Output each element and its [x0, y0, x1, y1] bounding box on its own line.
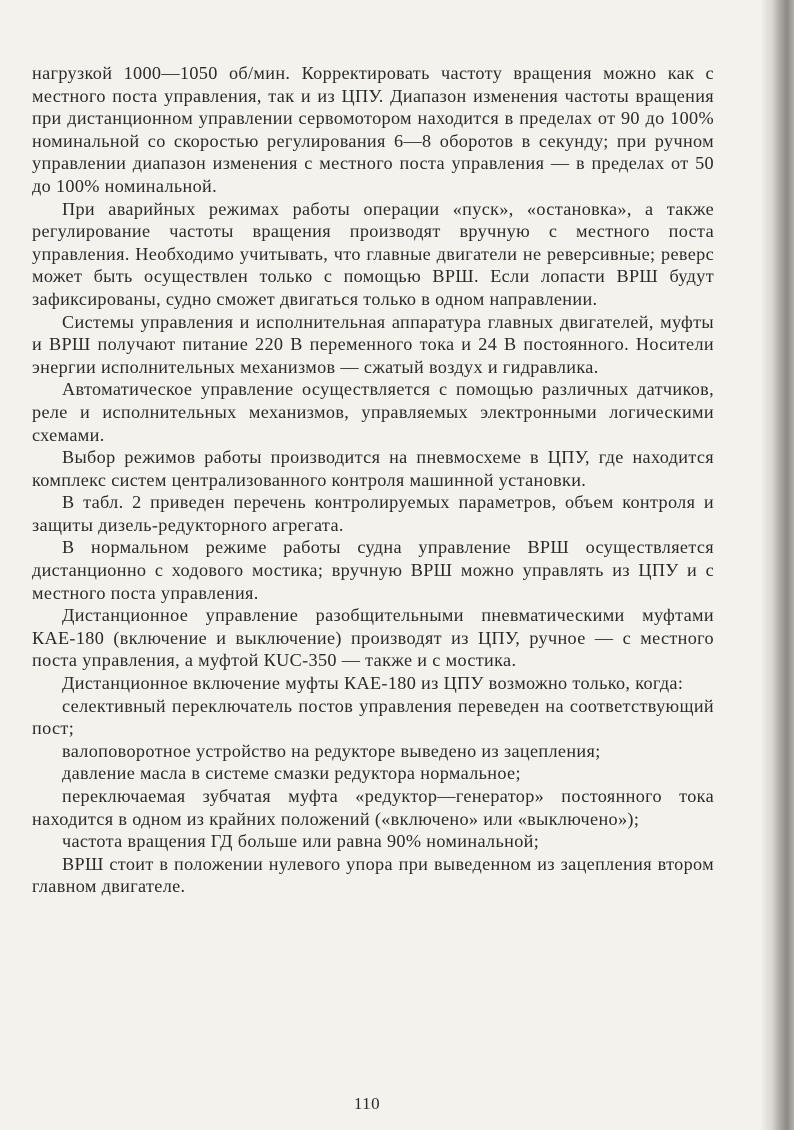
- list-item: ВРШ стоит в положении нулевого упора при выведенном из зацепления втором главном двигателе.: [32, 853, 714, 897]
- paragraph-clutch-control: Дистанционное управление разобщительными пневматическими муфтами КАЕ-180 (включение и выключение) производят из ЦПУ, ручное — с местного поста управления, а муфтой КUС-350 — также и с мостика.: [32, 605, 714, 671]
- paragraph-emergency-modes: При аварийных режимах работы операции «пуск», «остановка», а также регулирование частоты вращения производят вручную с местного поста управления. Необходимо учитывать, что главные двигатели не реверсивные; реверс может быть осуществлен только с помощью ВРШ. Если лопасти ВРШ будут зафиксированы, судно сможет двигаться только в одном направлении.: [32, 198, 714, 309]
- paragraph-mode-selection: Выбор режимов работы производится на пневмосхеме в ЦПУ, где находится комплекс систем централизованного контроля машинной установки.: [32, 447, 714, 490]
- page-number: 110: [353, 1094, 381, 1113]
- paragraph-automatic-control: Автоматическое управление осуществляется с помощью различных датчиков, реле и исполнительных механизмов, управляемых электронными логическими схемами.: [32, 379, 714, 445]
- list-item: переключаемая зубчатая муфта «редуктор—генератор» постоянного тока находится в одном из крайних положений («включено» или «выключено»);: [32, 786, 714, 829]
- list-item: селективный переключатель постов управления переведен на соответствующий пост;: [32, 695, 714, 739]
- page-body-text: [32, 62, 714, 898]
- list-item: давление масла в системе смазки редуктора нормальное;: [62, 763, 521, 784]
- paragraph-normal-mode: В нормальном режиме работы судна управление ВРШ осуществляется дистанционно с ходового мостика; вручную ВРШ можно управлять из ЦПУ и с местного поста управления.: [32, 537, 714, 603]
- paragraph-continuation: нагрузкой 1000—1050 об/мин. Корректировать частоту вращения можно как с местного поста управления, так и из ЦПУ. Диапазон изменения частоты вращения при дистанционном управлении сервомотором находится в пределах от 90 до 100% номинальной со скоростью регулирования 6—8 оборотов в секунду; при ручном управлении диапазон изменения с местного поста управления — в пределах от 50 до 100% номинальной.: [32, 63, 714, 196]
- list-item: валоповоротное устройство на редукторе выведено из зацепления;: [62, 740, 601, 761]
- paragraph-clutch-conditions-intro: Дистанционное включение муфты КАЕ-180 из ЦПУ возможно только, когда:: [62, 673, 684, 694]
- paragraph-table-reference: В табл. 2 приведен перечень контролируемых параметров, объем контроля и защиты дизель-редукторного агрегата.: [32, 492, 714, 535]
- page-edge-shadow: [760, 0, 794, 1130]
- paragraph-power-supply: Системы управления и исполнительная аппаратура главных двигателей, муфты и ВРШ получают питание 220 В переменного тока и 24 В постоянного. Носители энергии исполнительных механизмов — сжатый воздух и гидравлика.: [32, 311, 714, 377]
- list-item: частота вращения ГД больше или равна 90% номинальной;: [62, 831, 540, 852]
